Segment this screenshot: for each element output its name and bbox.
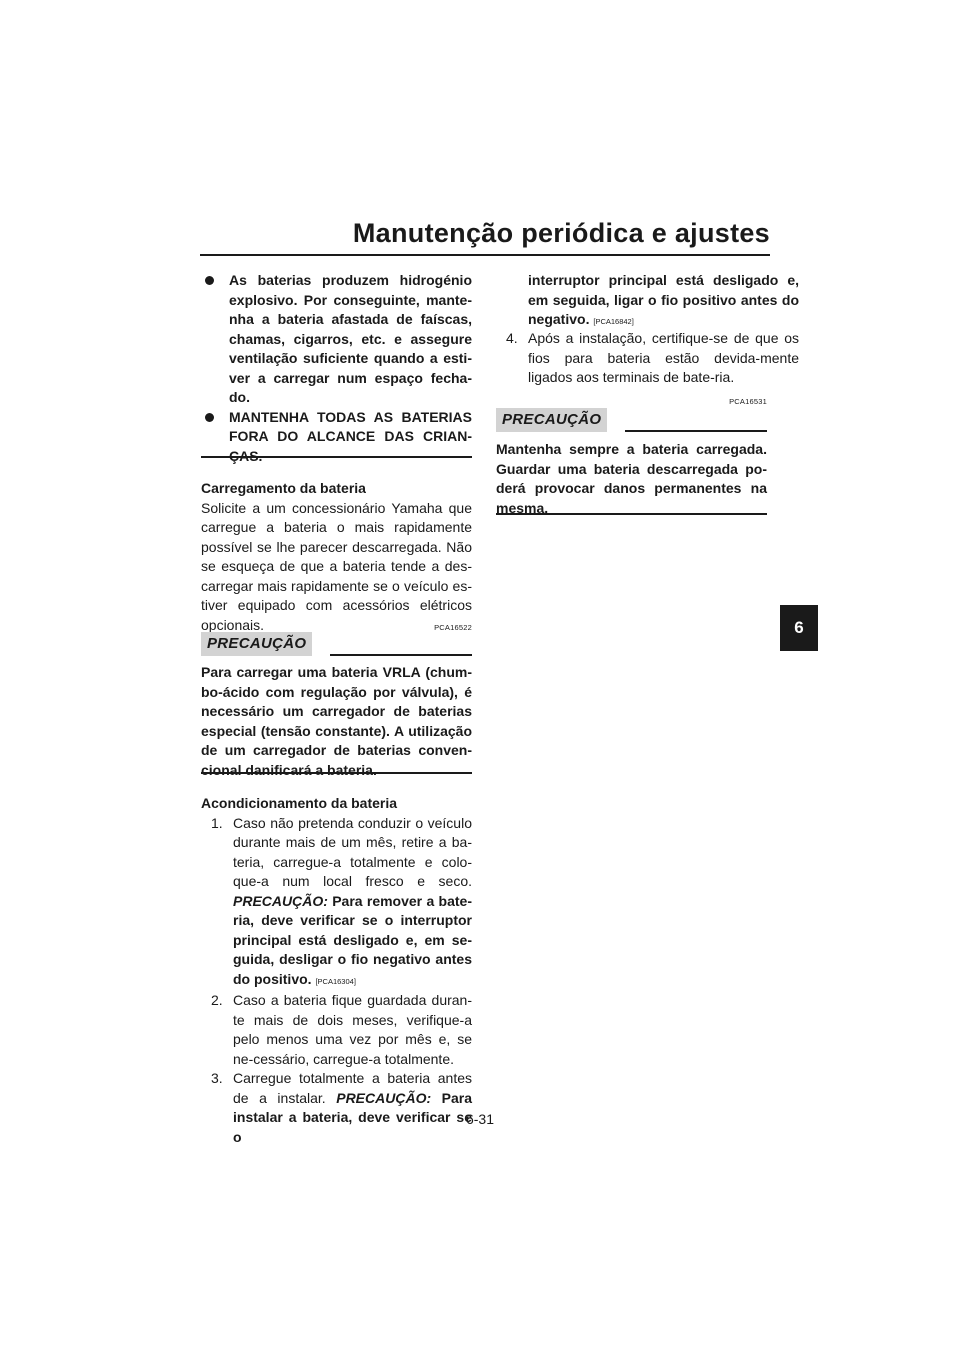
caution2-code: PCA16531 [729,397,767,406]
item3-code: [PCA16842] [593,317,634,326]
storage-section [201,794,472,1147]
caution1-text: Para carregar uma bateria VRLA (chum-bo-ácido com regulação por válvula), é necessário um carregador de baterias especial (tensão constante). A utilização de um carregador de baterias conven-cional danificará a bateria. [201,664,472,778]
item2-text: Caso a bateria fique guardada duran-te mais de dois meses, verifique-a pelo menos uma vez por mês e, se ne-cessário, carregue-a totalmente. [233,992,472,1067]
item-number: 1. [211,814,223,831]
item3-caution-text: Para instalar a bateria, deve verificar se o [233,1089,473,1145]
warning-bullet-1 [201,271,472,408]
item-number: 3. [211,1070,223,1086]
caution1-code: PCA16522 [434,623,472,632]
page-title: Manutenção periódica e ajustes [352,218,770,248]
item1-caution-label: PRECAUÇÃO: [233,892,328,909]
chapter-tab: 6 [780,605,818,651]
caution2-end-rule [496,513,767,515]
warning-bullets [201,271,472,466]
charging-title: Carregamento da bateria [201,480,366,496]
caution1-line [330,654,472,656]
caution1-end-rule [201,772,472,774]
bullet-icon [205,276,214,285]
storage-item-3-continued [496,271,799,332]
storage-item-4 [496,329,799,388]
caution2-text: Mantenha sempre a bateria carregada. Guardar uma bateria descarregada po-derá provocar danos permanentes na mesma. [496,441,767,516]
caution2-header [496,408,767,432]
storage-item-3 [201,1069,472,1147]
caution1-header [201,632,472,656]
item4-text: Após a instalação, certifique-se de que os fios para bateria estão devida-mente ligados aos terminais de bate-ria. [528,330,799,385]
bullet-icon [205,413,214,422]
item1-code: [PCA16304] [315,976,356,986]
item-number: 2. [211,992,223,1008]
item-number: 4. [506,330,518,346]
item1-text: Caso não pretenda conduzir o veículo durante mais de um mês, retire a ba-teria, carregue-a totalmente e colo-que-a num local fresco e seco. [233,814,472,889]
item3-text: Carregue totalmente a bateria antes de a instalar. [233,1070,472,1106]
item3-cont-text: interruptor principal está desligado e, em seguida, ligar o fio positivo antes do negativo. [528,272,799,327]
storage-item-1 [201,814,472,992]
charging-text: Solicite a um concessionário Yamaha que carregue a bateria o mais rapidamente possível se lhe parecer descarregada. Não se esqueça de que a bateria tende a des-carregar mais rapidamente se o veículo es-tiver equipado com acessórios elétricos opcionais. [201,499,472,633]
warning-end-rule [201,456,472,458]
item3-caution-label: PRECAUÇÃO: [336,1089,432,1106]
page-number: 6-31 [465,1111,495,1127]
charging-section [201,479,472,635]
bullet-text: MANTENHA TODAS AS BATERIAS FORA DO ALCANCE DAS CRIAN-ÇAS. [229,408,472,464]
storage-title: Acondicionamento da bateria [201,795,398,811]
caution2-line [625,430,767,432]
title-rule [200,254,770,256]
caution2-label: PRECAUÇÃO [496,408,607,432]
storage-item-2 [201,991,472,1069]
caution1-label: PRECAUÇÃO [201,632,312,656]
item1-caution-text: Para remover a bate-ria, deve verificar se o interruptor principal está desligado e, em se-guida, desligar o fio negativo antes do positivo. [233,892,472,987]
bullet-text: As baterias produzem hidrogénio explosivo. Por conseguinte, mante-nha a bateria afastada de faíscas, chamas, cigarros, etc. e assegure ventilação suficiente quando a esti-ver a carregar num espaço fecha-do. [229,272,472,405]
